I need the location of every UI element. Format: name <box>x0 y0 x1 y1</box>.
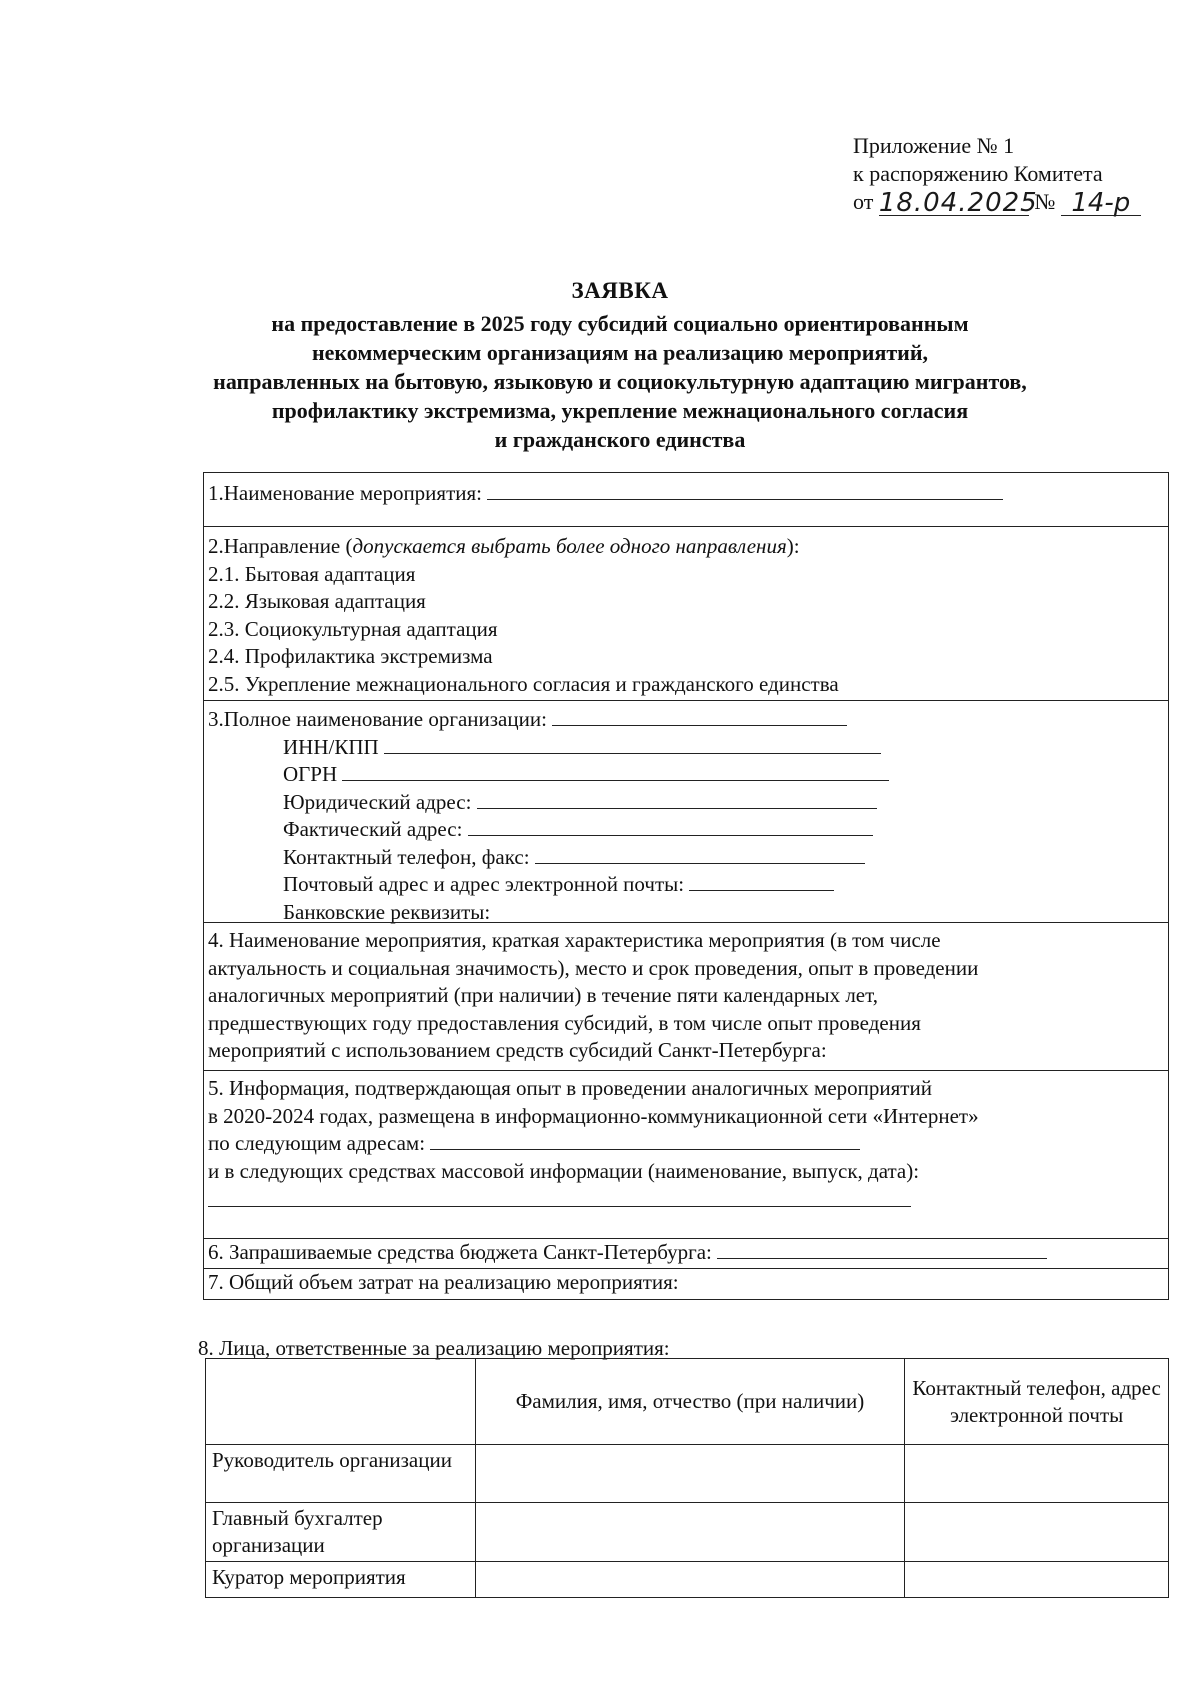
title-line: направленных на бытовую, языковую и социокультурную адаптацию мигрантов, <box>213 369 1027 394</box>
legal-address-label: Юридический адрес: <box>283 789 472 814</box>
appendix-title: Приложение № 1 <box>853 133 1015 158</box>
section-5-line: 5. Информация, подтверждающая опыт в проведении аналогичных мероприятий <box>208 1076 932 1100</box>
direction-option[interactable]: 2.1. Бытовая адаптация <box>208 561 416 586</box>
bank-details-label: Банковские реквизиты: <box>283 899 491 924</box>
section-4-line: актуальность и социальная значимость), место и срок проведения, опыт в проведении <box>208 955 979 980</box>
contact-cell[interactable] <box>905 1503 1169 1562</box>
section-7-total-costs <box>203 1268 1169 1300</box>
section-4-line: 4. Наименование мероприятия, краткая характеристика мероприятия (в том числе <box>208 928 941 952</box>
actual-address-label: Фактический адрес: <box>283 817 463 841</box>
section-4-line: предшествующих году предоставления субсидий, в том числе опыт проведения <box>208 1010 921 1035</box>
section-5-media-label: и в следующих средствах массовой информации (наименование, выпуск, дата): <box>208 1158 920 1183</box>
inn-kpp-field[interactable] <box>384 735 881 754</box>
responsible-persons-table <box>205 1358 1169 1598</box>
media-info-field[interactable] <box>208 1188 911 1207</box>
handwritten-number: 14-р <box>1061 191 1141 216</box>
direction-option[interactable]: 2.4. Профилактика экстремизма <box>208 644 493 668</box>
section-5-line: в 2020-2024 годах, размещена в информационно-коммуникационной сети «Интернет» <box>208 1103 979 1128</box>
actual-address-field[interactable] <box>468 817 873 836</box>
ogrn-field[interactable] <box>342 762 889 781</box>
direction-option[interactable]: 2.2. Языковая адаптация <box>208 589 426 613</box>
full-name-cell[interactable] <box>475 1503 904 1562</box>
ogrn-label: ОГРН <box>283 762 338 786</box>
direction-option[interactable]: 2.3. Социокультурная адаптация <box>208 616 498 641</box>
role-cell: Руководитель организации <box>206 1445 476 1503</box>
table-header-row <box>206 1359 1169 1445</box>
handwritten-date: 18.04.2025 <box>878 188 1038 218</box>
section-1-label: 1.Наименование мероприятия: <box>208 481 482 505</box>
title-line: некоммерческим организациям на реализацию мероприятий, <box>311 340 929 365</box>
appendix-date-row <box>853 188 1141 216</box>
contact-cell[interactable] <box>905 1445 1169 1503</box>
postal-email-field[interactable] <box>689 872 834 891</box>
organization-name-field[interactable] <box>552 707 847 726</box>
title-line: на предоставление в 2025 году субсидий социально ориентированным <box>271 311 969 336</box>
document-title <box>120 276 1120 454</box>
section-6-label: 6. Запрашиваемые средства бюджета Санкт-Петербурга: <box>208 1240 712 1264</box>
section-1-event-name <box>203 472 1169 526</box>
contact-phone-label: Контактный телефон, факс: <box>283 844 530 869</box>
section-3-organization <box>203 700 1169 922</box>
section-5-experience-info <box>203 1070 1169 1238</box>
event-name-field[interactable] <box>487 481 1003 500</box>
appendix-number-label: № <box>1034 189 1056 214</box>
table-row <box>206 1562 1169 1598</box>
title-heading: ЗАЯВКА <box>571 278 669 303</box>
internet-addresses-field[interactable] <box>430 1131 860 1150</box>
section-3-label: 3.Полное наименование организации: <box>208 707 547 731</box>
section-8-label: 8. Лица, ответственные за реализацию мероприятия: <box>198 1336 670 1360</box>
contact-phone-field[interactable] <box>535 845 865 864</box>
requested-funds-field[interactable] <box>717 1240 1047 1259</box>
inn-kpp-label: ИНН/КПП <box>283 734 379 759</box>
section-6-requested-funds <box>203 1238 1169 1268</box>
section-4-line: аналогичных мероприятий (при наличии) в течение пяти календарных лет, <box>208 983 878 1007</box>
section-4-line: мероприятий с использованием средств субсидий Санкт-Петербурга: <box>208 1038 827 1062</box>
header-contact: Контактный телефон, адрес электронной почты <box>905 1359 1169 1445</box>
section-7-label: 7. Общий объем затрат на реализацию мероприятия: <box>208 1270 679 1294</box>
appendix-order-ref: к распоряжению Комитета <box>853 161 1103 186</box>
table-row <box>206 1445 1169 1503</box>
header-empty-cell <box>206 1359 476 1445</box>
contact-cell[interactable] <box>905 1562 1169 1598</box>
appendix-block <box>853 132 1141 216</box>
header-full-name: Фамилия, имя, отчество (при наличии) <box>475 1359 904 1445</box>
table-row <box>206 1503 1169 1562</box>
role-cell: Главный бухгалтер организации <box>206 1503 476 1562</box>
section-2-direction <box>203 526 1169 700</box>
direction-option[interactable]: 2.5. Укрепление межнационального согласия и гражданского единства <box>208 671 839 696</box>
role-cell: Куратор мероприятия <box>206 1562 476 1598</box>
legal-address-field[interactable] <box>477 790 877 809</box>
section-2-label: 2.Направление (допускается выбрать более одного направления): <box>208 534 800 558</box>
title-line: и гражданского единства <box>494 427 746 452</box>
postal-email-label: Почтовый адрес и адрес электронной почты: <box>283 872 685 896</box>
section-5-addresses-label: по следующим адресам: <box>208 1131 426 1155</box>
full-name-cell[interactable] <box>475 1445 904 1503</box>
section-4-event-description <box>203 922 1169 1070</box>
full-name-cell[interactable] <box>475 1562 904 1598</box>
title-line: профилактику экстремизма, укрепление межнационального согласия <box>271 398 969 423</box>
appendix-from-label: от <box>853 189 874 214</box>
